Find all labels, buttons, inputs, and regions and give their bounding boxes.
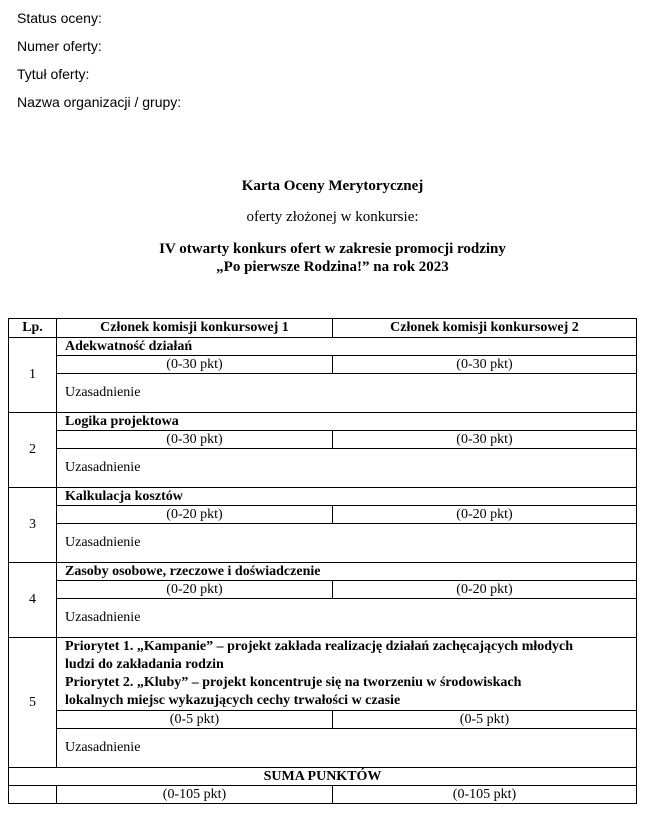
justification-field: Uzasadnienie (57, 729, 637, 768)
priority-2-line-1: Priorytet 2. „Kluby” – projekt koncentruje się na tworzeniu w środowiskach (65, 675, 522, 690)
criterion-row-2 (9, 413, 637, 431)
score-range-member-1: (0-20 pkt) (57, 581, 333, 599)
criterion-row-1 (9, 338, 637, 356)
contest-name (0, 240, 665, 276)
sum-label: SUMA PUNKTÓW (9, 768, 637, 786)
evaluation-table (8, 318, 637, 804)
row-number: 3 (9, 488, 57, 563)
justification-field: Uzasadnienie (57, 524, 637, 563)
score-range-member-1: (0-30 pkt) (57, 356, 333, 374)
sum-range-row (9, 786, 637, 804)
document-subtitle: oferty złożonej w konkursie: (246, 209, 419, 225)
score-range-member-1: (0-20 pkt) (57, 506, 333, 524)
offer-metadata (17, 4, 181, 116)
criterion-row-4 (9, 563, 637, 581)
justification-row-4 (9, 599, 637, 638)
header-lp: Lp. (9, 319, 57, 338)
range-row-4 (9, 581, 637, 599)
justification-field: Uzasadnienie (57, 599, 637, 638)
criterion-row-5 (9, 638, 637, 711)
priority-2-line-2: lokalnych miejsc wykazujących cechy trwałości w czasie (65, 693, 401, 708)
score-range-member-2: (0-5 pkt) (333, 711, 637, 729)
range-row-1 (9, 356, 637, 374)
justification-field: Uzasadnienie (57, 449, 637, 488)
row-number: 4 (9, 563, 57, 638)
criterion-title: Kalkulacja kosztów (57, 488, 637, 506)
justification-row-1 (9, 374, 637, 413)
criterion-title-priorities (57, 638, 637, 711)
justification-row-2 (9, 449, 637, 488)
contest-name-line-2: „Po pierwsze Rodzina!” na rok 2023 (216, 259, 449, 275)
score-range-member-1: (0-5 pkt) (57, 711, 333, 729)
justification-row-3 (9, 524, 637, 563)
table-header-row (9, 319, 637, 338)
range-row-5 (9, 711, 637, 729)
priority-1-line-1: Priorytet 1. „Kampanie” – projekt zakłada realizację działań zachęcających młodych (65, 639, 574, 654)
score-range-member-2: (0-30 pkt) (333, 431, 637, 449)
range-row-3 (9, 506, 637, 524)
status-label: Status oceny: (17, 10, 102, 26)
sum-empty-cell (9, 786, 57, 804)
contest-name-line-1: IV otwarty konkurs ofert w zakresie promocji rodziny (159, 241, 506, 257)
criterion-title: Adekwatność działań (57, 338, 637, 356)
row-number: 2 (9, 413, 57, 488)
justification-row-5 (9, 729, 637, 768)
criterion-title: Logika projektowa (57, 413, 637, 431)
justification-field: Uzasadnienie (57, 374, 637, 413)
score-range-member-2: (0-20 pkt) (333, 581, 637, 599)
document-title: Karta Oceny Merytorycznej (241, 178, 424, 194)
range-row-2 (9, 431, 637, 449)
row-number: 1 (9, 338, 57, 413)
priority-1-line-2: ludzi do zakładania rodzin (65, 657, 224, 672)
sum-range-member-2: (0-105 pkt) (333, 786, 637, 804)
organization-label: Nazwa organizacji / grupy: (17, 94, 182, 110)
offer-number-label: Numer oferty: (17, 38, 102, 54)
sum-range-member-1: (0-105 pkt) (57, 786, 333, 804)
score-range-member-2: (0-30 pkt) (333, 356, 637, 374)
score-range-member-1: (0-30 pkt) (57, 431, 333, 449)
header-member-2: Członek komisji konkursowej 2 (333, 319, 637, 338)
score-range-member-2: (0-20 pkt) (333, 506, 637, 524)
criterion-title: Zasoby osobowe, rzeczowe i doświadczenie (57, 563, 637, 581)
criterion-row-3 (9, 488, 637, 506)
sum-label-row (9, 768, 637, 786)
offer-title-label: Tytuł oferty: (17, 66, 90, 82)
row-number: 5 (9, 638, 57, 768)
header-member-1: Członek komisji konkursowej 1 (57, 319, 333, 338)
